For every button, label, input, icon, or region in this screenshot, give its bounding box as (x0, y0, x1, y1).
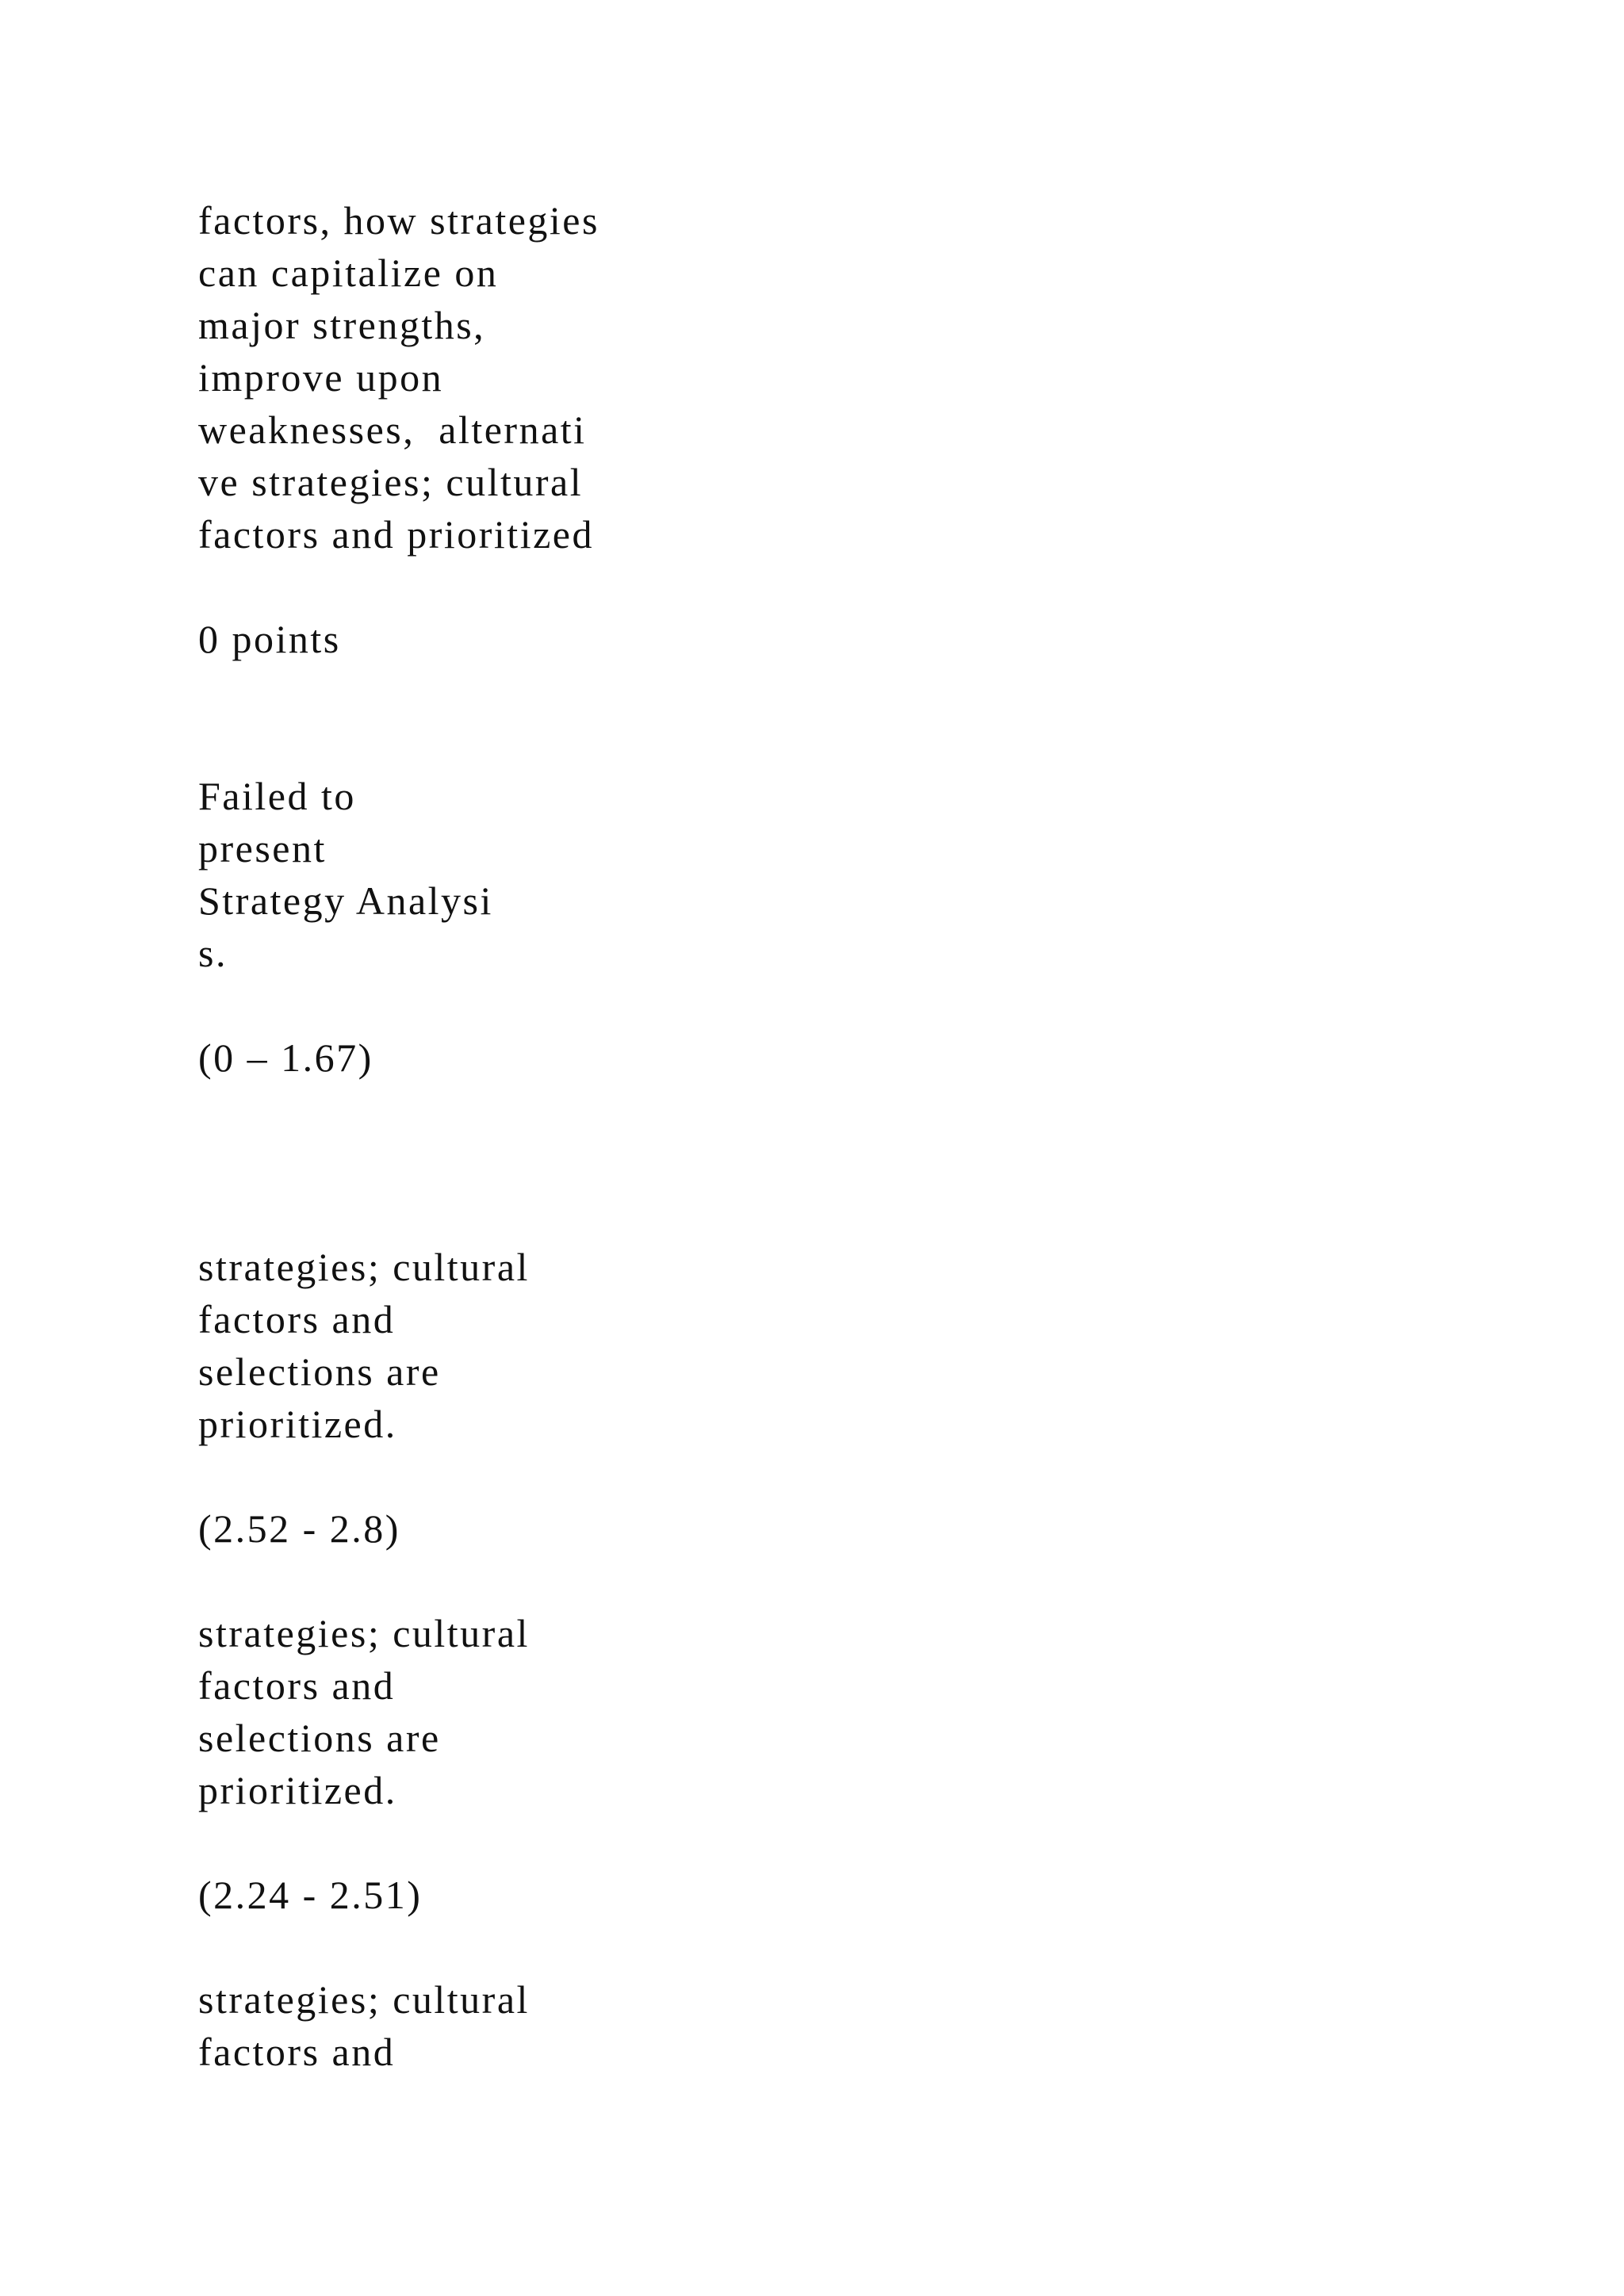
text-line: s. (198, 931, 228, 975)
text-line: can capitalize on (198, 251, 499, 295)
points-label: 0 points (198, 617, 341, 661)
text-line: selections are (198, 1349, 441, 1394)
text-line: weaknesses, alternati (198, 408, 587, 452)
blank-line (198, 665, 912, 718)
text-line: Failed to (198, 774, 356, 818)
blank-line (198, 1555, 912, 1607)
blank-line (198, 1136, 912, 1188)
text-line: strategies; cultural (198, 1611, 530, 1655)
text-line: major strengths, (198, 303, 486, 347)
text-line: factors, how strategies (198, 198, 599, 243)
text-line: improve upon (198, 355, 444, 400)
text-line: factors and (198, 2030, 396, 2074)
score-range: (2.24 - 2.51) (198, 1873, 423, 1917)
blank-line (198, 1188, 912, 1241)
text-line: Strategy Analysi (198, 878, 493, 923)
document-text-column (198, 194, 912, 2078)
score-range: (2.52 - 2.8) (198, 1506, 400, 1551)
blank-line (198, 561, 912, 613)
blank-line (198, 1450, 912, 1502)
text-line: factors and prioritized (198, 512, 594, 557)
blank-line (198, 718, 912, 770)
text-line: ve strategies; cultural (198, 460, 584, 504)
blank-line (198, 1084, 912, 1136)
blank-line (198, 979, 912, 1031)
blank-line (198, 1921, 912, 1973)
text-line: present (198, 826, 327, 871)
score-range: (0 – 1.67) (198, 1035, 373, 1080)
text-line: factors and (198, 1663, 396, 1708)
blank-line (198, 1816, 912, 1869)
text-line: prioritized. (198, 1768, 397, 1812)
text-line: prioritized. (198, 1402, 397, 1446)
text-line: factors and (198, 1297, 396, 1341)
text-line: strategies; cultural (198, 1977, 530, 2022)
text-line: strategies; cultural (198, 1245, 530, 1289)
text-line: selections are (198, 1716, 441, 1760)
